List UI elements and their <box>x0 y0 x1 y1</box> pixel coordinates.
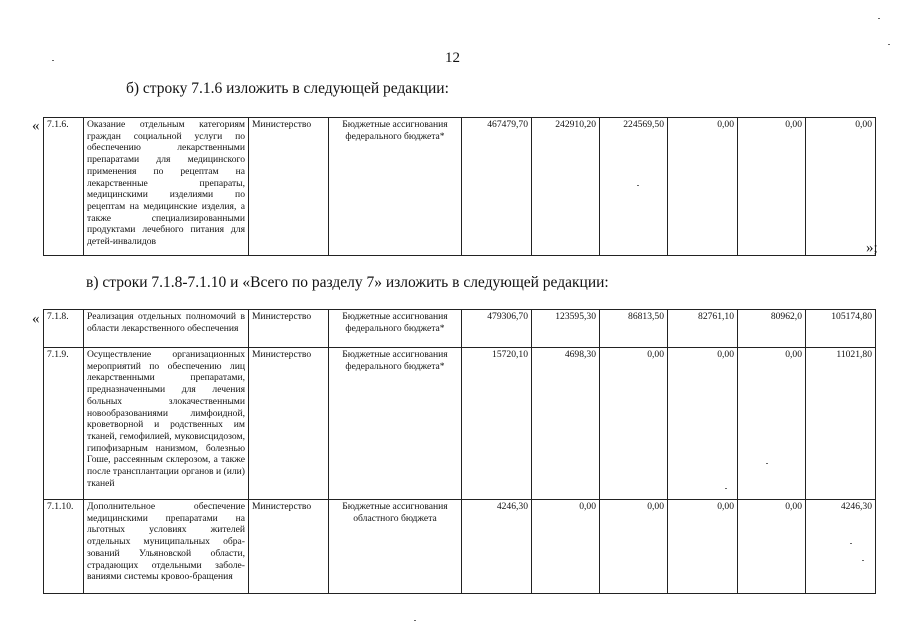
row-organization: Министерство <box>249 118 329 256</box>
table-row <box>44 500 876 594</box>
row-value-4: 0,00 <box>738 500 806 594</box>
row-description: Реализация отдельных полномочий в области лекарственного обеспечения <box>84 310 249 348</box>
row-value-5: 11021,80 <box>806 348 876 500</box>
scan-speck <box>414 620 416 621</box>
row-funding-source: Бюджетные ассигнования федерального бюджета* <box>329 348 462 500</box>
scan-speck <box>637 185 639 186</box>
row-value-3: 0,00 <box>668 348 738 500</box>
scan-speck <box>878 18 880 19</box>
table-rows-7-1-8-to-7-1-10 <box>43 309 876 594</box>
closing-quote: »; <box>866 240 878 256</box>
scan-speck <box>52 60 54 61</box>
row-number: 7.1.8. <box>44 310 84 348</box>
opening-quote: « <box>32 311 40 327</box>
scan-speck <box>850 543 852 544</box>
row-value-total: 4246,30 <box>462 500 532 594</box>
row-value-total: 467479,70 <box>462 118 532 256</box>
table-row <box>44 310 876 348</box>
row-value-4: 80962,0 <box>738 310 806 348</box>
row-number: 7.1.10. <box>44 500 84 594</box>
row-value-5: 4246,30 <box>806 500 876 594</box>
row-value-3: 0,00 <box>668 500 738 594</box>
row-value-3: 82761,10 <box>668 310 738 348</box>
scan-speck <box>862 560 864 561</box>
scan-speck <box>725 488 727 489</box>
row-value-1: 123595,30 <box>532 310 600 348</box>
section-b-heading: б) строку 7.1.6 изложить в следующей редакции: <box>126 80 449 97</box>
row-value-1: 0,00 <box>532 500 600 594</box>
row-organization: Министерство <box>249 500 329 594</box>
row-value-4: 0,00 <box>738 348 806 500</box>
row-value-3: 0,00 <box>668 118 738 256</box>
row-funding-source: Бюджетные ассигнования федерального бюджета* <box>329 310 462 348</box>
opening-quote: « <box>32 118 40 134</box>
row-description: Оказание отдельным категориям граждан социальной услуги по обеспечению лекарственными препаратами для медицинского применения по рецептам на лекарственные препараты, медицинскими изделиями по рецептам на медицинские изделия, а также специализированными продуктами лечебного питания для детей-инвалидов <box>84 118 249 256</box>
section-v-heading: в) строки 7.1.8-7.1.10 и «Всего по разделу 7» изложить в следующей редакции: <box>86 274 609 291</box>
row-value-2: 0,00 <box>600 348 668 500</box>
page-number: 12 <box>445 50 460 66</box>
row-description: Дополнительное обеспечение медицинскими препаратами на льготных условиях жителей отдельных муниципальных обра-зований Ульяновской области, страдающих отдельными заболе-ваниями системы кровоо-бращения <box>84 500 249 594</box>
scan-speck <box>766 463 768 464</box>
row-value-2: 86813,50 <box>600 310 668 348</box>
row-value-5: 105174,80 <box>806 310 876 348</box>
row-value-4: 0,00 <box>738 118 806 256</box>
row-value-total: 15720,10 <box>462 348 532 500</box>
scan-speck <box>888 44 890 45</box>
row-value-total: 479306,70 <box>462 310 532 348</box>
row-value-5: 0,00 <box>806 118 876 256</box>
row-description: Осуществление организационных мероприятий по обеспечению лиц лекарственными препаратами, предназначенными для лечения больных злокачественными новообразованиями лимфоидной, кроветворной и родственных им тканей, гемофилией, муковисцидозом, гипофизарным нанизмом, болезнью Гоше, рассеянным склерозом, а также после трансплантации органов и (или) тканей <box>84 348 249 500</box>
row-funding-source: Бюджетные ассигнования областного бюджета <box>329 500 462 594</box>
row-number: 7.1.6. <box>44 118 84 256</box>
row-number: 7.1.9. <box>44 348 84 500</box>
row-value-1: 242910,20 <box>532 118 600 256</box>
row-value-2: 0,00 <box>600 500 668 594</box>
row-value-1: 4698,30 <box>532 348 600 500</box>
row-value-2: 224569,50 <box>600 118 668 256</box>
table-row <box>44 118 876 256</box>
table-row-7-1-6 <box>43 117 876 256</box>
table-row <box>44 348 876 500</box>
row-funding-source: Бюджетные ассигнования федерального бюджета* <box>329 118 462 256</box>
row-organization: Министерство <box>249 310 329 348</box>
row-organization: Министерство <box>249 348 329 500</box>
